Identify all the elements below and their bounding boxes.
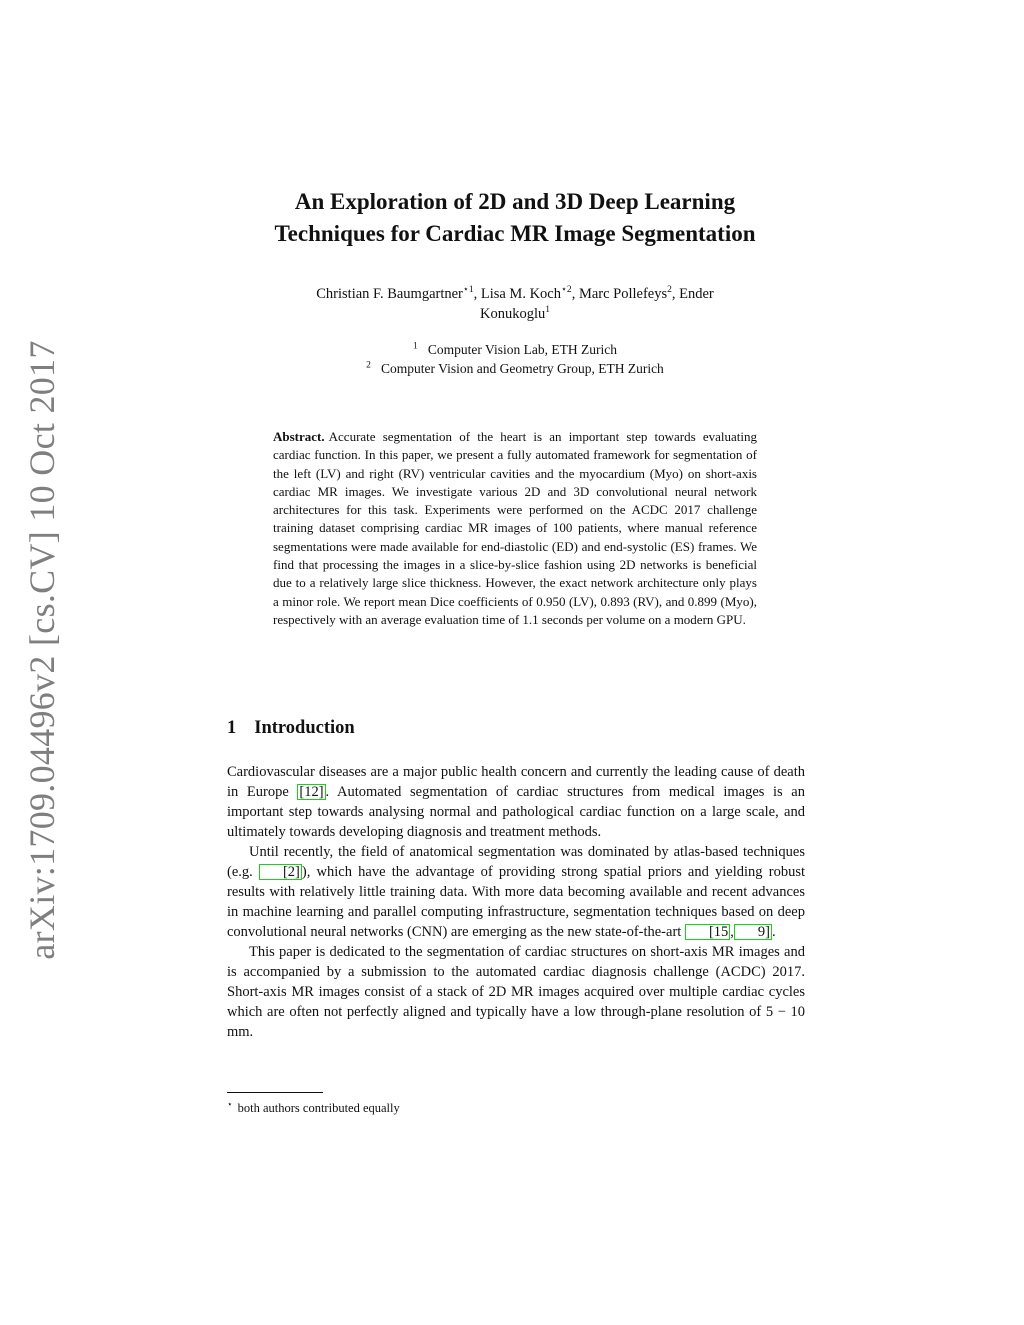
author-baumgartner: Christian F. Baumgartner [316, 286, 463, 302]
author-line-1 [230, 284, 800, 304]
affiliation-list [230, 340, 800, 378]
author-koch: , Lisa M. Koch [473, 286, 561, 302]
author-marker: ⋆1 [462, 285, 474, 296]
affiliation-text: Computer Vision Lab, ETH Zurich [427, 342, 617, 357]
affiliation-2 [230, 359, 800, 378]
citation-link[interactable]: [15 [685, 924, 730, 940]
author-ender: , Ender [671, 286, 714, 302]
citation-separator: , [730, 924, 734, 940]
paragraph-text: . Automated segmentation of cardiac structures from medical images is an important step towards analysing normal and pathological cardiac function on a large scale, and ultimately towards developing diagnosis and treatment methods. [227, 784, 805, 840]
paragraph-text: ), which have the advantage of providing strong spatial priors and yielding robust results with relatively little training data. With more data becoming available and recent advances in machine learning and parallel computing infrastructure, segmentation techniques based on deep convolutional neural networks (CNN) are emerging as the new state-of-the-art [227, 864, 805, 940]
citation-link[interactable]: [2] [259, 864, 302, 880]
abstract-text: Accurate segmentation of the heart is an important step towards evaluating cardiac function. In this paper, we present a fully automated framework for segmentation of the left (LV) and right (RV) ventricular cavities and the myocardium (Myo) on short-axis cardiac MR images. We investigate various 2D and 3D convolutional neural network architectures for this task. Experiments were performed on the ACDC 2017 challenge training dataset comprising cardiac MR images of 100 patients, where manual reference segmentations were made available for end-diastolic (ED) and end-systolic (ES) frames. We find that processing the images in a slice-by-slice fashion using 2D networks is beneficial due to a relatively large slice thickness. However, the exact network architecture only plays a minor role. We report mean Dice coefficients of 0.950 (LV), 0.893 (RV), and 0.899 (Myo), respectively with an average evaluation time of 1.1 seconds per volume on a modern GPU. [273, 429, 757, 627]
paragraph-text: Until recently, the field of anatomical segmentation was dominated by atlas-based techniques (e.g. [227, 844, 805, 880]
paper-title [180, 186, 850, 250]
affiliation-number: 2 [366, 360, 371, 371]
paragraph-text: Cardiovascular diseases are a major public health concern and currently the leading cause of death in Europe [227, 764, 805, 800]
author-marker: ⋆2 [560, 285, 572, 296]
abstract [273, 428, 757, 629]
section-heading [227, 718, 355, 739]
affiliation-text: Computer Vision and Geometry Group, ETH Zurich [381, 361, 664, 376]
author-line-2 [230, 304, 800, 324]
paragraph-text: This paper is dedicated to the segmentation of cardiac structures on short-axis MR images and is accompanied by a submission to the automated cardiac diagnosis challenge (ACDC) 2017. Short-axis MR images consist of a stack of 2D MR images acquired over multiple cardiac cycles which are often not perfectly aligned and typically have a low through-plane resolution of 5 − 10 mm. [227, 944, 805, 1040]
footnote-mark: ⋆ [227, 1099, 233, 1109]
affiliation-number: 1 [413, 341, 418, 352]
paragraph-text: . [772, 924, 776, 940]
title-line-1: An Exploration of 2D and 3D Deep Learning [294, 189, 736, 214]
author-konukoglu: Konukoglu [480, 306, 546, 322]
affiliation-1 [230, 340, 800, 359]
author-list [230, 284, 800, 324]
paragraph-1 [227, 762, 805, 842]
paragraph-3 [227, 942, 805, 1042]
footnote-divider [227, 1092, 323, 1093]
title-line-2: Techniques for Cardiac MR Image Segmentation [274, 221, 756, 246]
author-marker: 2 [667, 285, 672, 296]
citation-link[interactable]: [12] [299, 784, 324, 800]
footnote [227, 1096, 400, 1116]
section-number: 1 [227, 718, 237, 738]
paragraph-2 [227, 842, 805, 942]
author-marker: 1 [545, 305, 550, 316]
arxiv-identifier: arXiv:1709.04496v2 [cs.CV] 10 Oct 2017 [22, 340, 62, 960]
abstract-label: Abstract. [273, 429, 325, 444]
citation-link[interactable]: 9] [734, 924, 772, 940]
footnote-text: both authors contributed equally [237, 1101, 400, 1116]
author-pollefeys: , Marc Pollefeys [571, 286, 668, 302]
section-title: Introduction [254, 718, 355, 738]
introduction-body [227, 762, 805, 1042]
